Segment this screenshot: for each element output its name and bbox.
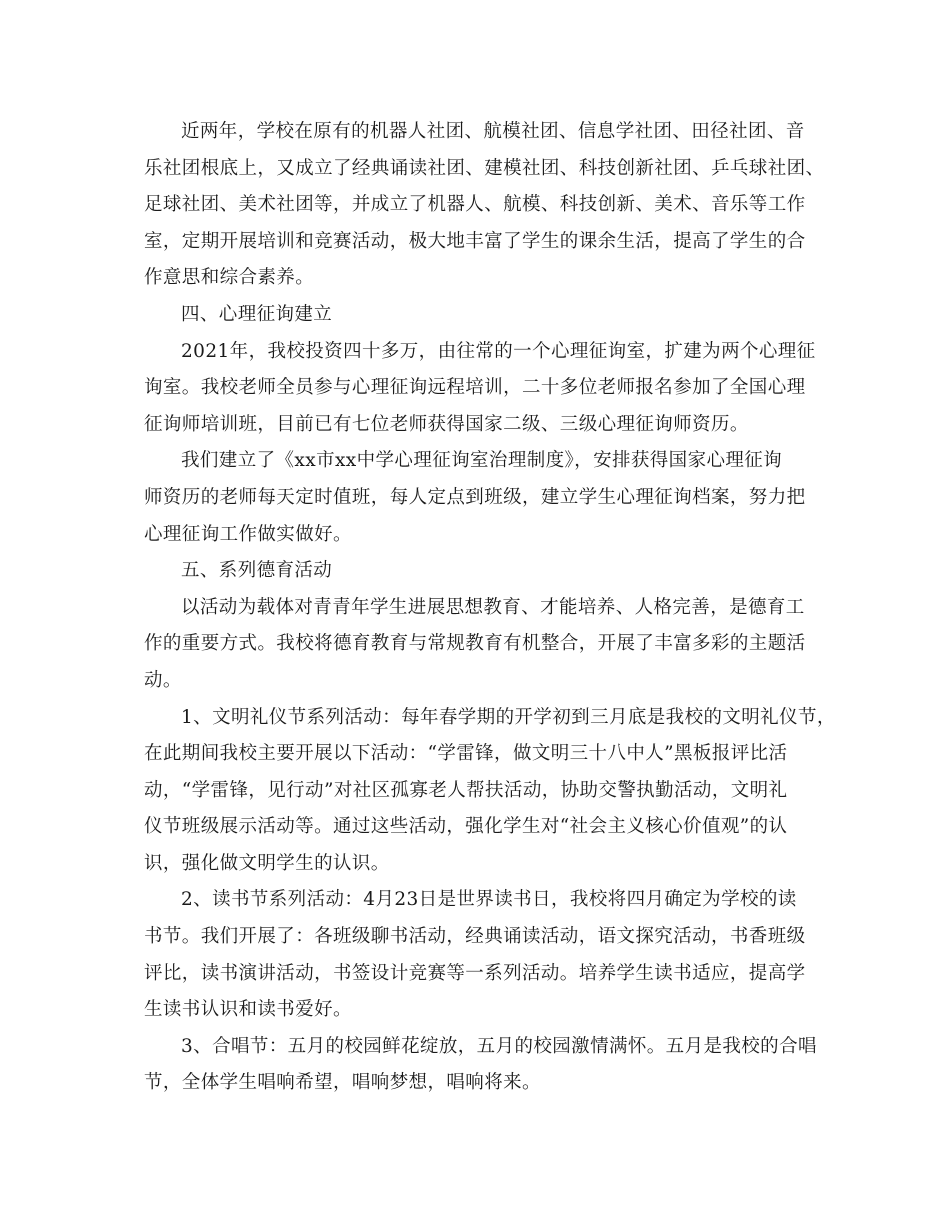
text-line: 足球社团、美术社团等，并成立了机器人、航模、科技创新、美术、音乐等工作 bbox=[144, 194, 806, 216]
text-line: 动，“学雷锋，见行动”对社区孤寡老人帮扶活动，协助交警执勤活动，文明礼 bbox=[144, 779, 788, 801]
text-line: 2、读书节系列活动：4月23日是世界读书日，我校将四月确定为学校的读 bbox=[181, 889, 797, 911]
paragraph-psychology-system bbox=[144, 443, 834, 553]
text-line: 书节。我们开展了：各班级聊书活动，经典诵读活动，语文探究活动，书香班级 bbox=[144, 926, 806, 948]
text-line: 2021年，我校投资四十多万，由往常的一个心理征询室，扩建为两个心理征 bbox=[181, 340, 816, 362]
text-line: 询室。我校老师全员参与心理征询远程培训，二十多位老师报名参加了全国心理 bbox=[144, 377, 806, 399]
paragraph-etiquette-festival bbox=[144, 700, 834, 883]
paragraph-reading-festival bbox=[144, 882, 834, 1028]
text-line: 室，定期开展培训和竞赛活动，极大地丰富了学生的课余生活，提高了学生的合 bbox=[144, 230, 806, 252]
text-line: 近两年，学校在原有的机器人社团、航模社团、信息学社团、田径社团、音 bbox=[181, 121, 805, 142]
text-line: 节，全体学生唱响希望，唱响梦想，唱响将来。 bbox=[144, 1072, 541, 1094]
document-body bbox=[144, 114, 834, 1102]
paragraph-chorus-festival bbox=[144, 1029, 834, 1102]
text-line: 心理征询工作做实做好。 bbox=[144, 523, 352, 545]
section-heading-moral-activities bbox=[144, 553, 834, 590]
text-line: 3、合唱节：五月的校园鲜花绽放，五月的校园激情满怀。五月是我校的合唱 bbox=[181, 1035, 817, 1057]
text-line: 仪节班级展示活动等。通过这些活动，强化学生对“社会主义核心价值观”的认 bbox=[144, 816, 788, 838]
text-line: 征询师培训班，目前已有七位老师获得国家二级、三级心理征询师资历。 bbox=[144, 413, 749, 435]
text-line: 生读书认识和读书爱好。 bbox=[144, 999, 352, 1021]
text-line: 在此期间我校主要开展以下活动：“学雷锋，做文明三十八中人”黑板报评比活 bbox=[144, 743, 788, 765]
paragraph-clubs bbox=[144, 114, 834, 297]
text-line: 师资历的老师每天定时值班，每人定点到班级，建立学生心理征询档案，努力把 bbox=[144, 486, 806, 508]
text-line: 识，强化做文明学生的认识。 bbox=[144, 852, 390, 874]
text-line: 我们建立了《xx市xx中学心理征询室治理制度》，安排获得国家心理征询 bbox=[181, 450, 783, 472]
text-line: 作的重要方式。我校将德育教育与常规教育有机整合，开展了丰富多彩的主题活 bbox=[144, 633, 806, 655]
paragraph-moral-intro bbox=[144, 590, 834, 700]
text-line: 1、文明礼仪节系列活动：每年春学期的开学初到三月底是我校的文明礼仪节， bbox=[181, 706, 836, 728]
section-heading: 四、心理征询建立 bbox=[181, 303, 333, 325]
section-heading: 五、系列德育活动 bbox=[181, 560, 333, 582]
paragraph-psychology-investment bbox=[144, 334, 834, 444]
section-heading-psychology bbox=[144, 297, 834, 334]
text-line: 乐社团根底上，又成立了经典诵读社团、建模社团、科技创新社团、乒乓球社团、 bbox=[144, 157, 825, 179]
text-line: 作意思和综合素养。 bbox=[144, 267, 315, 289]
text-line: 评比，读书演讲活动，书签设计竞赛等一系列活动。培养学生读书适应，提高学 bbox=[144, 962, 806, 984]
text-line: 以活动为载体对青青年学生进展思想教育、才能培养、人格完善，是德育工 bbox=[181, 596, 805, 618]
text-line: 动。 bbox=[144, 669, 182, 691]
